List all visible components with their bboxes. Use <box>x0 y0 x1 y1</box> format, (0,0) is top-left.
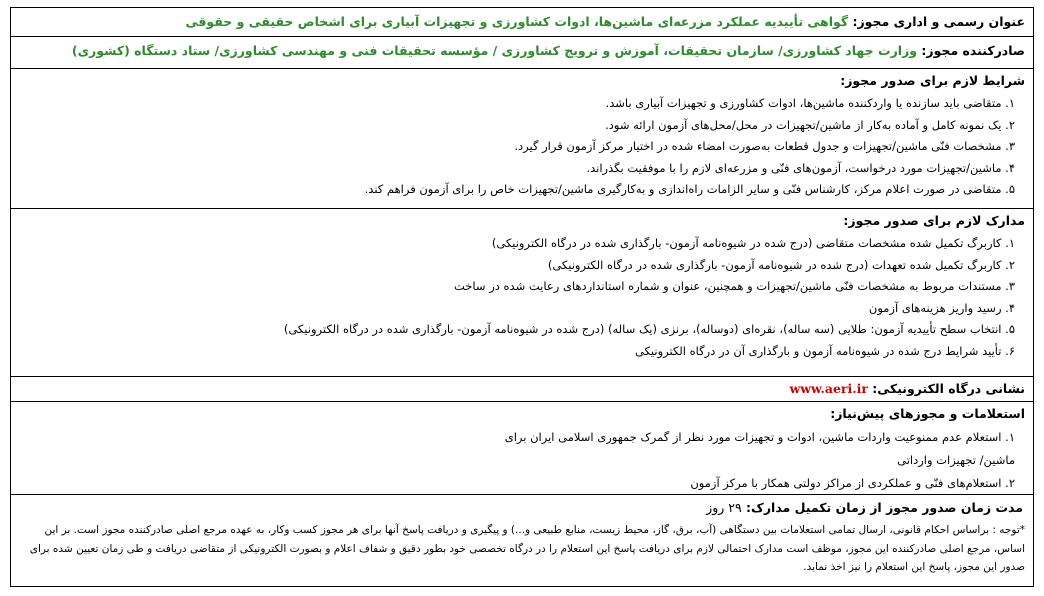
issuer-row <box>11 37 1033 69</box>
issuer <box>19 37 1025 65</box>
portal-row <box>11 377 1033 402</box>
condition-item: ۳. مشخصات فنّی ماشین/تجهیزات و جدول قطعات به‌صورت امضاء شده در اختیار مرکز آزمون قرار گیرد. <box>514 139 1015 154</box>
license-title-label: عنوان رسمی و اداری مجوز: <box>848 14 1025 29</box>
license-title-row <box>11 8 1033 37</box>
inquiries-section <box>11 402 1033 495</box>
timing <box>19 495 1025 521</box>
document-item: ۵. انتخاب سطح تأییدیه آزمون: طلایی (سه ساله)، نقره‌ای (دوساله)، برنزی (یک ساله) (درج شده در شیوه‌نامه آزمون- بارگذاری شده در درگاه الکترونیکی) <box>283 322 1015 337</box>
issuer-label: صادرکننده مجوز: <box>917 43 1025 58</box>
timing-section <box>11 495 1033 586</box>
document-item: ۴. رسید واریز هزینه‌های آزمون <box>868 300 1015 315</box>
timing-value: ۲۹ روز <box>706 500 742 515</box>
portal <box>19 377 1025 401</box>
condition-item: ۴. ماشین/تجهیزات مورد درخواست، آزمون‌های فنّی و مزرعه‌ای لازم را با موفقیت بگذراند. <box>586 160 1015 175</box>
legal-note: *توجه : براساس احکام قانونی، ارسال تمامی استعلامات بین دستگاهی (آب، برق، گاز، محیط زیست، منابع طبیعی و...) و پیگیری و دریافت پاسخ آنها برای هر مجوز کسب وکار، به عهده مرجع اصلی صادرکننده مجوز است. بر این اساس، مرجع اصلی صادرکننده این مجوز، موظف است مدارک احتمالی لازم برای دریافت پاسخ این استعلام را در درگاه تخصصی خود بطور دقیق و شفاف اعلام و بصورت الکترونیکی از متقاضی دریافت و طی زمان تعیین شده برای صدور این مجوز، پاسخ این استعلام را نیز اخذ نماید. <box>29 524 1025 573</box>
inquiry-item: ماشین/ تجهیزات وارداتی <box>897 453 1015 467</box>
issuer-value: وزارت جهاد کشاورزی/ سازمان تحقیقات، آموزش و ترویج کشاورزی / مؤسسه تحقیقات فنی و مهندسی کشاورزی/ ستاد دستگاه (کشوری) <box>71 43 918 58</box>
inquiry-item: ۱. استعلام عدم ممنوعیت واردات ماشین، ادوات و تجهیزات مورد نظر از گمرک جمهوری اسلامی ایران برای <box>504 430 1015 444</box>
document-item: ۳. مستندات مربوط به مشخصات فنّی ماشین/تجهیزات و همچنین، عنوان و شماره استانداردهای رعایت شده در ساخت <box>454 279 1015 294</box>
license-title <box>19 8 1025 36</box>
license-info-table <box>10 7 1034 587</box>
condition-item: ۲. یک نمونه کامل و آماده به‌کار از ماشین/تجهیزات در محل/محل‌های آزمون ارائه شود. <box>605 117 1015 132</box>
portal-link[interactable]: www.aeri.ir <box>789 381 868 396</box>
condition-item: ۱. متقاضی باید سازنده یا واردکننده ماشین‌ها، ادوات کشاورزی و تجهیزات آبیاری باشد. <box>605 96 1015 110</box>
inquiry-item: ۲. استعلام‌های فنّی و عملکردی از مراکز دولتی همکار با مرکز آزمون <box>690 476 1015 490</box>
license-title-value: گواهی تأییدیه عملکرد مزرعه‌ای ماشین‌ها، ادوات کشاورزی و تجهیزات آبیاری برای اشخاص حقیقی و حقوقی <box>185 14 849 29</box>
document-item: ۲. کاربرگ تکمیل شده تعهدات (درج شده در شیوه‌نامه آزمون- بارگذاری شده در درگاه الکترونیکی) <box>547 257 1015 272</box>
documents-section <box>11 209 1033 377</box>
document-item: ۶. تأیید شرایط درج شده در شیوه‌نامه آزمون و بارگذاری آن در درگاه الکترونیکی <box>634 343 1015 358</box>
document-item: ۱. کاربرگ تکمیل شده مشخصات متقاضی (درج شده در شیوه‌نامه آزمون- بارگذاری شده در درگاه الکترونیکی) <box>491 236 1015 250</box>
inquiries-heading: استعلامات و مجوزهای پیش‌نیاز: <box>830 406 1025 421</box>
timing-label: مدت زمان صدور مجوز از زمان تکمیل مدارک: <box>741 500 1023 515</box>
documents-heading: مدارک لازم برای صدور مجوز: <box>843 213 1025 228</box>
conditions-section <box>11 69 1033 209</box>
portal-label: نشانی درگاه الکترونیکی: <box>867 381 1025 396</box>
condition-item: ۵. متقاضی در صورت اعلام مرکز، کارشناس فنّی و سایر الزامات راه‌اندازی و به‌کارگیری ماشین/تجهیزات خاص را برای آزمون فراهم کند. <box>364 182 1015 197</box>
conditions-heading: شرایط لازم برای صدور مجوز: <box>840 73 1025 88</box>
